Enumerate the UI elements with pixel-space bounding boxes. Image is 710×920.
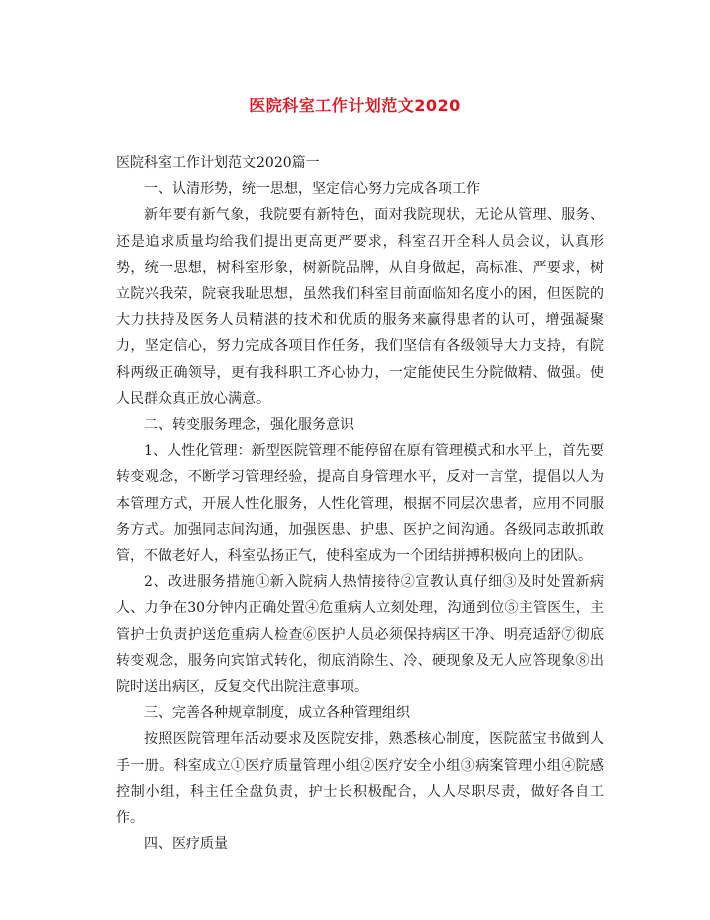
- paragraph-2: 1、人性化管理：新型医院管理不能停留在原有管理模式和水平上，首先要转变观念，不断学习管理经验，提高自身管理水平，反对一言堂，提倡以人为本管理方式，开展人性化服务，人性化管理，根据不同层次患者，应用不同服务方式。加强同志间沟通，加强医患、护患、医护之间沟通。各级同志敢抓敢管，不做老好人，科室弘扬正气，使科室成为一个团结拼搏积极向上的团队。: [116, 443, 604, 565]
- paragraph-3: 2、改进服务措施①新入院病人热情接待②宣教认真仔细③及时处置新病人、力争在30分钟内正确处置④危重病人立刻处理，沟通到位⑤主管医生，主管护士负责护送危重病人检查⑥医护人员必须保持病区干净、明亮适舒⑦彻底转变观念，服务向宾馆式转化，彻底消除生、冷、硬现象及无人应答现象⑧出院时送出病区，反复交代出院注意事项。: [116, 574, 604, 696]
- chapter-heading: 医院科室工作计划范文2020篇一: [116, 155, 320, 171]
- paragraph-4: 按照医院管理年活动要求及医院安排，熟悉核心制度，医院蓝宝书做到人手一册。科室成立①医疗质量管理小组②医疗安全小组③病案管理小组④院感控制小组，科主任全盘负责，护士长积极配合，人人尽职尽责，做好各自工作。: [116, 731, 604, 827]
- section-heading-3: 三、完善各种规章制度，成立各种管理组织: [144, 705, 410, 722]
- section-heading-2: 二、转变服务理念，强化服务意识: [144, 417, 354, 434]
- section-heading-1: 一、认清形势，统一思想，坚定信心努力完成各项工作: [144, 181, 480, 198]
- document-body: [116, 150, 604, 857]
- paragraph-1: 新年要有新气象，我院要有新特色，面对我院现状，无论从管理、服务、还是追求质量均给我们提出更高更严要求，科室召开全科人员会议，认真形势，统一思想，树科室形象，树新院品牌，从自身做起，高标准、严要求，树立院兴我荣，院衰我耻思想，虽然我们科室目前面临知名度小的困，但医院的大力扶持及医务人员精湛的技术和优质的服务来赢得患者的认可，增强凝聚力，坚定信心，努力完成各项目作任务，我们坚信有各级领导大力支持，有院科两级正确领导，更有我科职工齐心协力，一定能使民生分院做精、做强。使人民群众真正放心满意。: [116, 207, 604, 407]
- document-title: 医院科室工作计划范文2020: [249, 96, 461, 115]
- section-heading-4: 四、医疗质量: [144, 836, 228, 853]
